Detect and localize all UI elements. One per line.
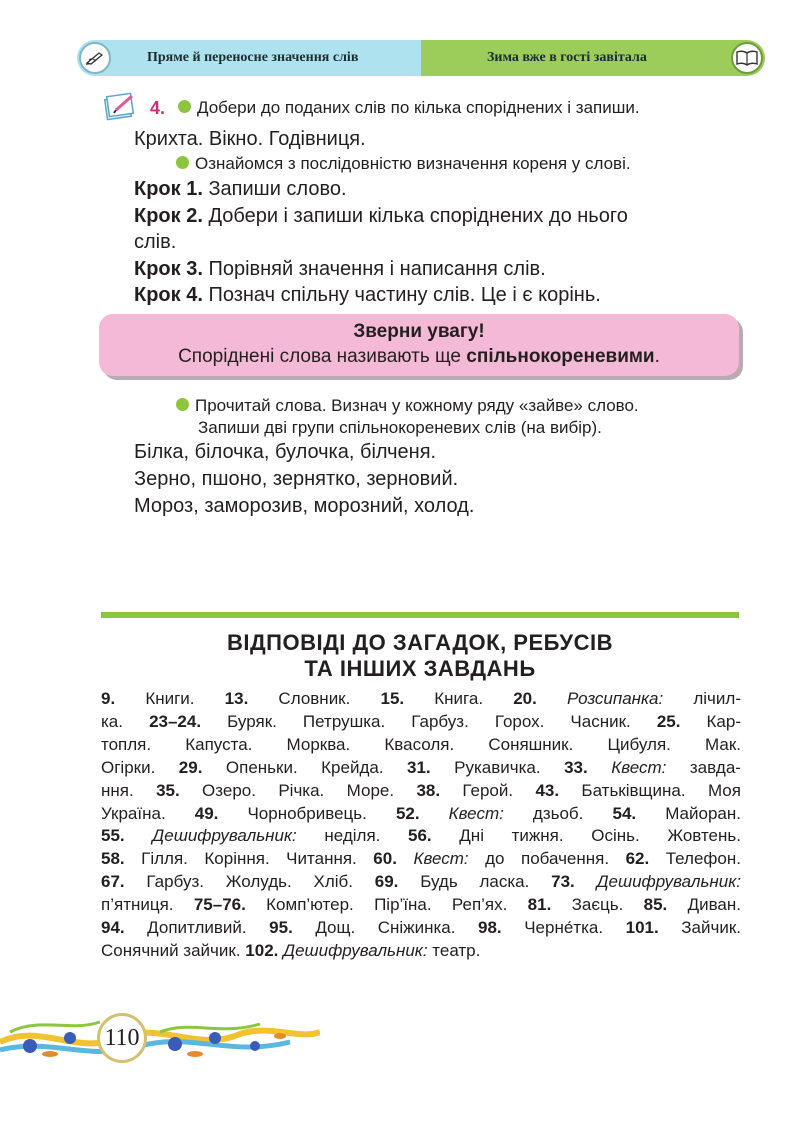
answer-text: Словник. [248, 689, 381, 708]
answers-line [101, 711, 741, 734]
answer-number: 38. [416, 780, 441, 800]
answer-text: Черне́тка. [501, 918, 626, 938]
answer-text: Герой. [440, 780, 536, 800]
answer-number: 31. [407, 757, 431, 777]
step-text: Познач спільну частину слів. Це і є корінь. [202, 284, 601, 306]
answer-text: Допитливий. [124, 918, 270, 938]
answer-text: Будь ласка. [398, 872, 552, 892]
step-text: слів. [134, 231, 177, 253]
step-label: Крок 2. [134, 205, 203, 227]
answers-title [101, 630, 739, 682]
answer-text: неділя. [296, 826, 409, 846]
open-book-icon [731, 42, 763, 74]
instruction-text: Прочитай слова. Визнач у кожному ряду «зайве» слово. [195, 396, 639, 415]
answer-number: 101. [625, 918, 659, 938]
step-2-continued [134, 229, 176, 255]
answer-number: 85. [643, 895, 668, 915]
answer-text: лічил- [663, 689, 741, 708]
page-number: 110 [97, 1013, 147, 1063]
answers-line [101, 688, 741, 711]
answers-line [101, 894, 741, 917]
instruction-text: Добери до поданих слів по кілька споріднених і запиши. [197, 98, 640, 117]
answer-number: 43. [535, 780, 560, 800]
answer-number: 98. [478, 918, 502, 938]
step-3 [134, 256, 546, 282]
answer-label: Дешифрувальник: [152, 826, 297, 846]
answer-number: 29. [178, 757, 203, 777]
answer-number: 62. [625, 849, 650, 869]
answer-number: 13. [224, 689, 249, 708]
step-text: Порівняй значення і написання слів. [202, 258, 546, 280]
word-row: Зерно, пшоно, зернятко, зерновий. [134, 468, 459, 490]
task-header [104, 92, 744, 124]
answer-text: театр. [427, 940, 481, 960]
notebook-pen-icon [104, 92, 138, 122]
answer-label: Квест: [448, 803, 504, 823]
step-label: Крок 3. [134, 258, 203, 280]
word-row: Мороз, заморозив, морозний, холод. [134, 495, 475, 517]
answers-line [101, 917, 741, 940]
answer-text [397, 849, 414, 868]
answer-number: 9. [101, 689, 116, 708]
step-text: Запиши слово. [202, 178, 347, 200]
answers-line [101, 734, 741, 757]
answer-label: Квест: [611, 757, 667, 777]
answer-text: Батьківщина. Моя [559, 780, 741, 800]
answers-line [101, 780, 741, 803]
answer-text: Гілля. Коріння. Читання. [124, 849, 374, 869]
note-text-plain: Споріднені слова називають ще [178, 346, 467, 367]
instruction-text: Ознайомся з послідовністю визначення кореня у слові. [195, 154, 631, 173]
answer-number: 102. [245, 940, 279, 960]
answer-number: 25. [656, 711, 681, 731]
attention-note [99, 314, 739, 376]
step-2 [134, 203, 628, 229]
answer-number: 75–76. [193, 895, 246, 915]
answer-number: 73. [551, 872, 575, 892]
answer-number: 95. [269, 918, 293, 938]
answer-text: Дні тижня. Осінь. Жовтень. [431, 826, 741, 846]
answer-number: 60. [373, 849, 397, 869]
answer-label: Розсипанка: [566, 689, 664, 708]
answer-text: Книги. [115, 689, 225, 708]
step-label: Крок 1. [134, 178, 203, 200]
note-text-end: . [654, 346, 660, 367]
answer-text: п’ятниця. [101, 895, 194, 915]
answer-text: топля. Капуста. Морква. Квасоля. Соняшник. Цибуля. Мак. [101, 734, 741, 754]
answer-text: Телефон. [649, 849, 741, 869]
task-words: Крихта. Вікно. Годівниця. [134, 128, 366, 150]
answer-text: Рукавичка. [430, 757, 565, 777]
answer-number: 54. [612, 803, 637, 823]
answer-text: ка. [101, 711, 150, 731]
note-text-bold: спільнокореневими [466, 346, 655, 367]
answers-line [101, 940, 741, 963]
answer-text: Кар- [680, 711, 741, 731]
answers-line [101, 848, 741, 871]
answer-text: Диван. [667, 895, 742, 915]
answer-text: Зайчик. [658, 918, 741, 938]
task-number: 4. [150, 98, 166, 118]
answer-text: Гарбуз. Жолудь. Хліб. [124, 872, 375, 892]
answer-number: 69. [374, 872, 399, 892]
answer-text: Комп’ютер. Пір’їна. Реп’ях. [245, 895, 528, 915]
answer-text: Дощ. Сніжинка. [292, 918, 479, 938]
answers-line [101, 825, 741, 848]
answer-number: 33. [564, 757, 588, 777]
answers-line [101, 757, 741, 780]
section-divider [101, 612, 739, 618]
answer-text [537, 689, 567, 708]
green-dot-icon [178, 100, 191, 113]
answer-number: 94. [101, 918, 125, 938]
pencil-hand-icon [79, 42, 111, 74]
answer-text [588, 758, 611, 777]
answer-text: Чорнобривець. [218, 803, 396, 823]
task-instruction-2 [176, 152, 631, 176]
answer-text: Україна. [101, 803, 195, 823]
answer-number: 67. [101, 872, 125, 892]
answer-number: 52. [395, 803, 420, 823]
answer-text: Буряк. Петрушка. Гарбуз. Горох. Часник. [201, 711, 657, 731]
note-title: Зверни увагу! [353, 321, 485, 342]
answers-line [101, 871, 741, 894]
answer-number: 81. [527, 895, 552, 915]
answer-label: Дешифрувальник: [283, 940, 428, 960]
answer-number: 15. [380, 689, 405, 708]
green-dot-icon [176, 156, 189, 169]
answer-text [420, 804, 449, 823]
header-right-title: Зима вже в гості завітала [487, 50, 647, 65]
answer-number: 23–24. [149, 711, 202, 731]
floral-ornament [0, 1002, 320, 1072]
step-4 [134, 282, 601, 308]
answer-text: Заєць. [551, 895, 644, 915]
answer-number: 35. [156, 780, 180, 800]
answer-text: до побачення. [468, 849, 626, 869]
answer-text: Майоран. [636, 803, 741, 823]
header-right-section [421, 40, 765, 76]
answer-text: ння. [101, 780, 157, 800]
answer-text: Озеро. Річка. Море. [179, 780, 417, 800]
answers-title-line: ВІДПОВІДІ ДО ЗАГАДОК, РЕБУСІВ [227, 630, 613, 655]
page-header [77, 40, 765, 76]
answer-text: Опеньки. Крейда. [202, 757, 408, 777]
answer-text: Огірки. [101, 757, 179, 777]
answer-number: 56. [408, 826, 432, 846]
exercise-instruction-2: Запиши дві групи спільнокореневих слів (на вибір). [198, 418, 602, 437]
answer-text: завда- [666, 757, 741, 777]
answers-line [101, 803, 741, 826]
answer-text: Сонячний зайчик. [101, 940, 246, 960]
answer-number: 55. [101, 826, 125, 846]
answer-text [125, 826, 153, 845]
answer-number: 20. [513, 689, 537, 708]
green-dot-icon [176, 398, 189, 411]
task-instruction-1 [178, 96, 640, 120]
word-row: Білка, білочка, булочка, білченя. [134, 441, 437, 463]
answer-text: дзьоб. [503, 803, 613, 823]
step-text: Добери і запиши кілька споріднених до нього [202, 205, 628, 227]
answers-title-line: ТА ІНШИХ ЗАВДАНЬ [304, 656, 536, 681]
answer-text [575, 872, 597, 891]
step-1 [134, 176, 347, 202]
answer-label: Дешифрувальник: [596, 872, 741, 892]
header-left-title: Пряме й переносне значення слів [147, 50, 359, 65]
exercise-instruction-1 [176, 394, 639, 418]
answer-number: 49. [194, 803, 219, 823]
answer-number: 58. [101, 849, 125, 869]
note-text [99, 344, 739, 370]
answer-label: Квест: [413, 849, 469, 869]
answer-text: Книга. [404, 689, 514, 708]
step-label: Крок 4. [134, 284, 203, 306]
answers-text [101, 688, 741, 963]
header-left-section [77, 40, 421, 76]
